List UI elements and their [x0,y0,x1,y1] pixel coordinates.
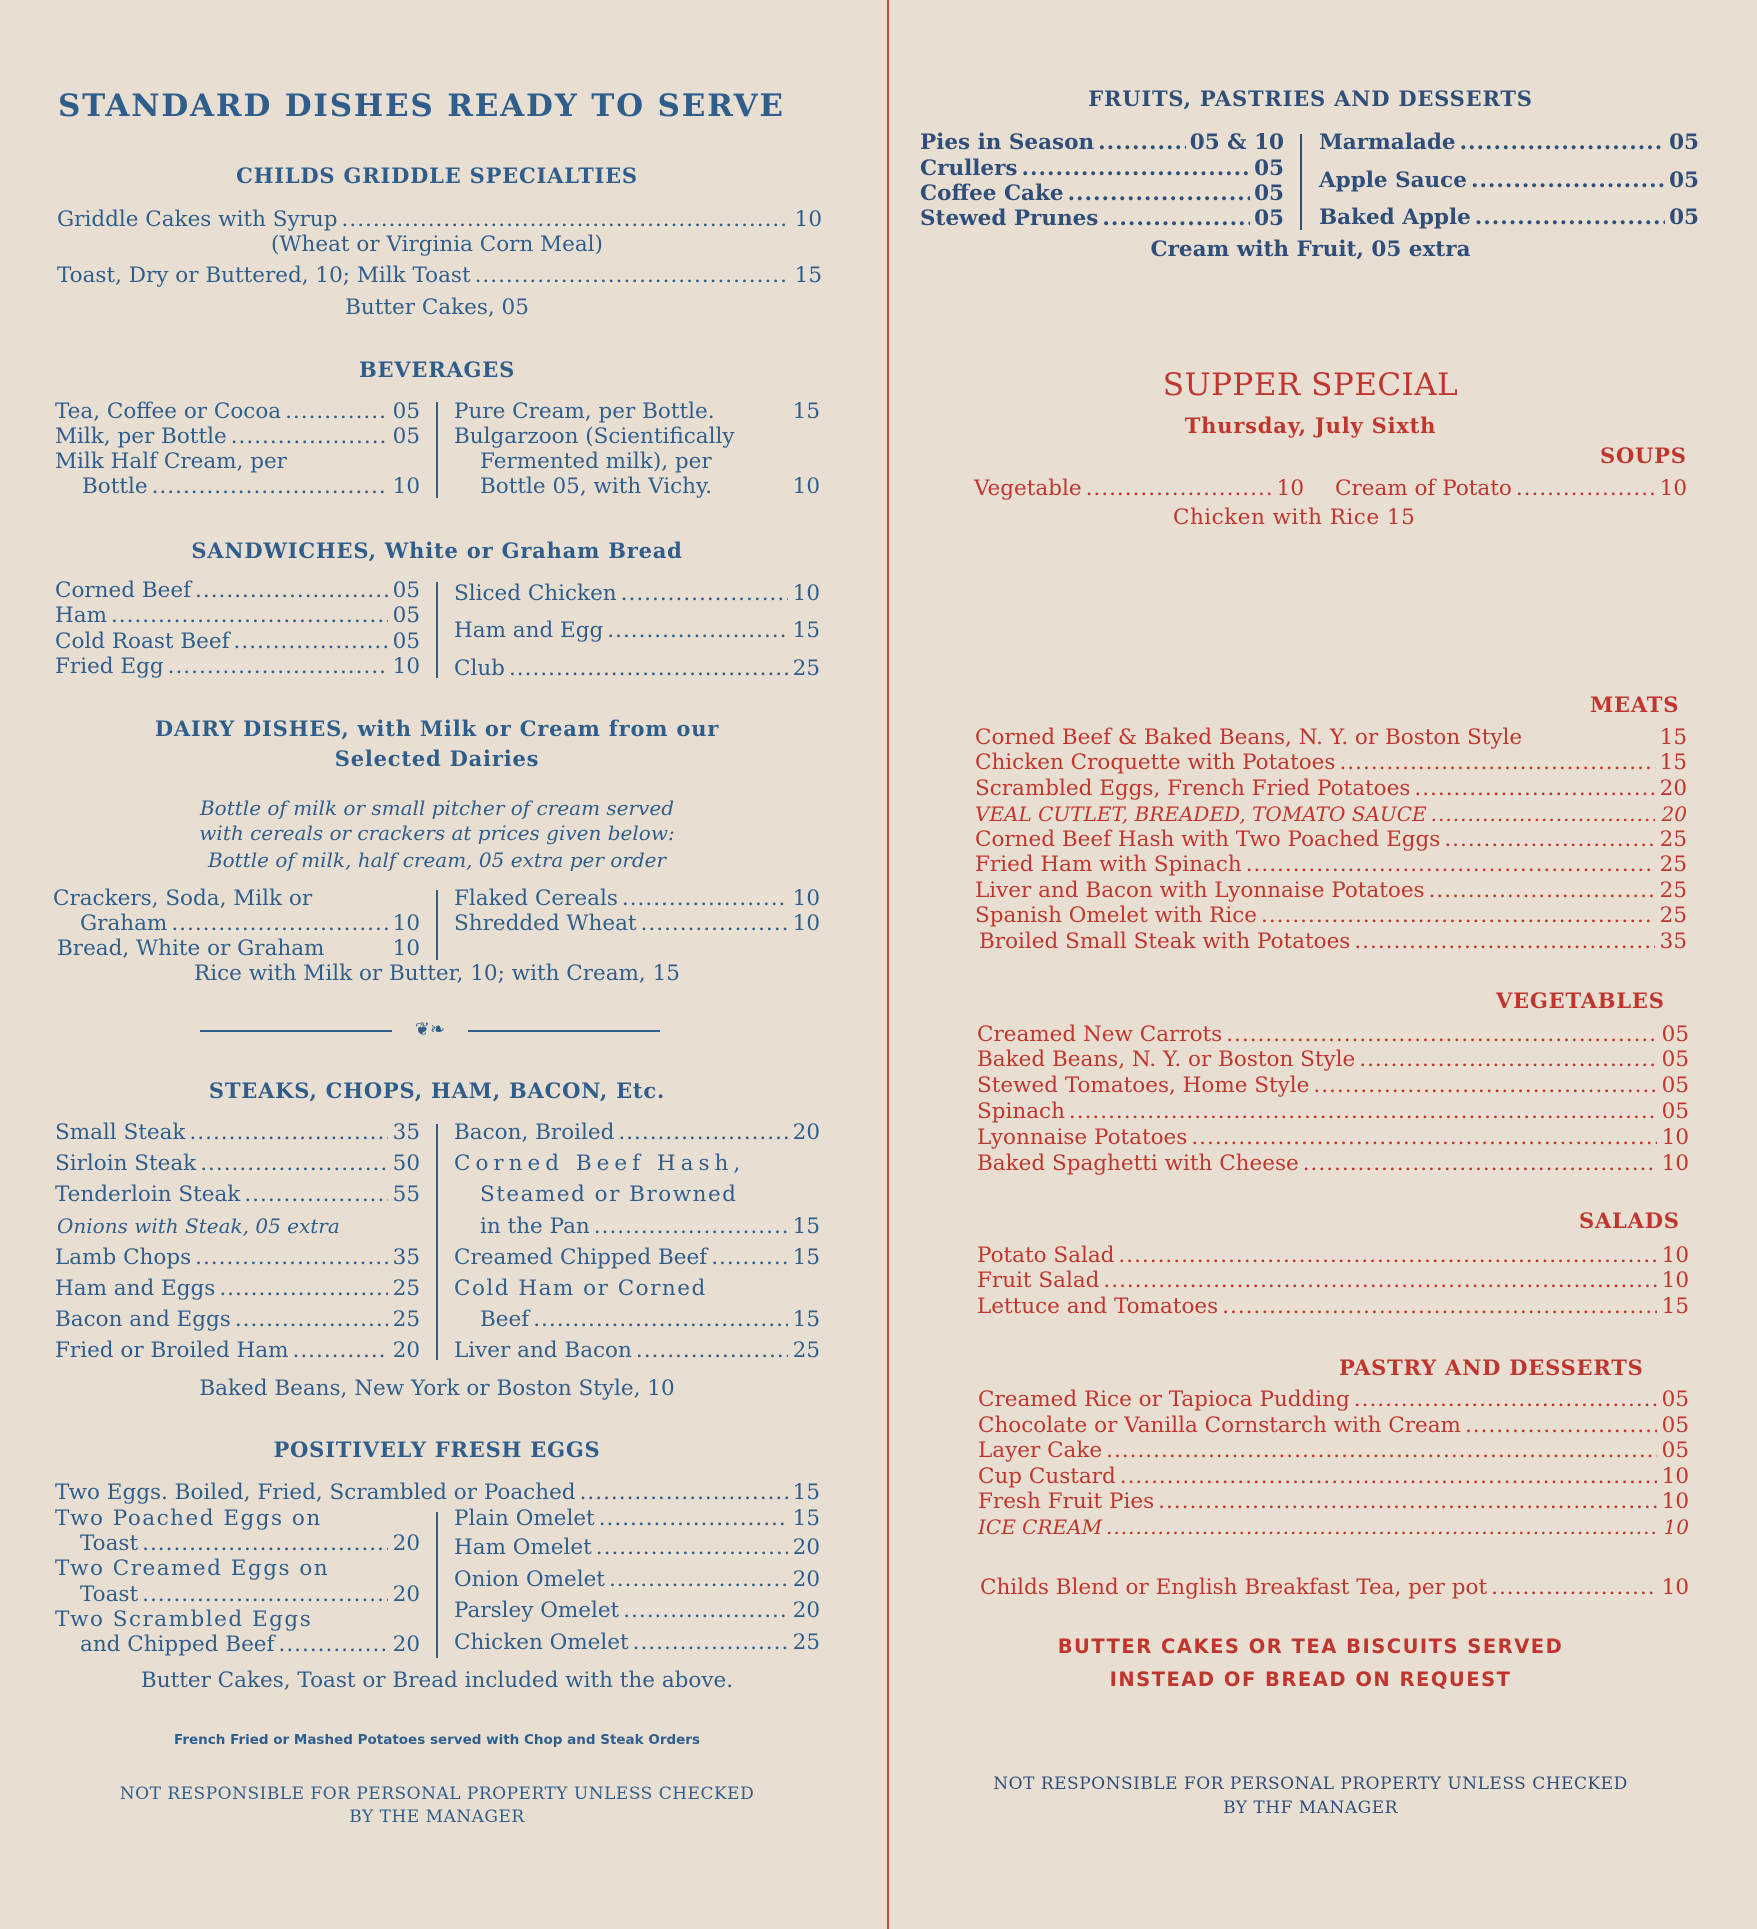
menu-item: Liver and Bacon with Lyonnaise Potatoes ..... 25 [975,878,1687,904]
menu-item: Steamed or Browned [480,1182,738,1207]
supper-date: Thursday, July Sixth [1184,413,1437,438]
sandwiches-heading: SANDWICHES, White or Graham Bread [191,538,683,563]
beverages-heading: BEVERAGES [358,357,516,382]
menu-item: Ham Omelet ..... 20 [454,1535,820,1561]
menu-item: Lettuce and Tomatoes ..... 15 [977,1294,1689,1320]
steak-note: Onions with Steak, 05 extra [57,1214,340,1238]
menu-item: Pies in Season ..... 05 & 10 [920,130,1284,156]
section-footer: Rice with Milk or Butter, 10; with Cream, 15 [194,961,680,986]
menu-item: Ham and Eggs ..... 25 [55,1276,420,1302]
menu-item: Ham ..... 05 [55,603,420,629]
menu-item: Broiled Small Steak with Potatoes ..... 35 [979,929,1687,955]
griddle-heading: CHILDS GRIDDLE SPECIALTIES [236,163,638,188]
menu-item: ICE CREAM ..... 10 [978,1514,1689,1540]
column-divider [436,402,438,498]
butter-note: INSTEAD OF BREAD ON REQUEST [1109,1668,1512,1691]
menu-item: Bulgarzoon (Scientifically [454,424,735,449]
menu-item: Stewed Tomatoes, Home Style ..... 05 [977,1073,1689,1099]
menu-item: Chicken Omelet ..... 25 [454,1630,820,1656]
menu-item: Cream of Potato ..... 10 [1335,476,1687,502]
menu-item: Onion Omelet ..... 20 [454,1567,820,1593]
menu-item: Bread, White or Graham 10 [57,936,420,961]
menu-item: Layer Cake ..... 05 [978,1438,1689,1464]
menu-item: Creamed Rice or Tapioca Pudding ..... 05 [978,1387,1689,1413]
menu-item: Cup Custard ..... 10 [978,1464,1689,1490]
menu-item: Ham and Egg ..... 15 [454,618,820,644]
menu-item: Sirloin Steak ..... 50 [55,1151,420,1177]
meats-heading: MEATS [1590,692,1680,717]
menu-item: and Chipped Beef ..... 20 [80,1632,420,1658]
menu-item: Parsley Omelet ..... 20 [454,1598,820,1624]
menu-item: Creamed New Carrots ..... 05 [977,1022,1689,1048]
menu-item: Cold Roast Beef ..... 05 [55,629,420,655]
section-footer: Cream with Fruit, 05 extra [1150,237,1471,262]
menu-item: Marmalade ..... 05 [1319,130,1699,156]
menu-item: Toast, Dry or Buttered, 10; Milk Toast ..... 15 [57,263,822,289]
menu-item: Griddle Cakes with Syrup ..... 10 [57,207,822,233]
menu-item: Lamb Chops ..... 35 [55,1245,420,1271]
item-note: (Wheat or Virginia Corn Meal) [271,232,603,257]
notice-line: NOT RESPONSIBLE FOR PERSONAL PROPERTY UNLESS CHECKED [119,1784,755,1804]
menu-item: Creamed Chipped Beef ..... 15 [454,1245,820,1271]
menu-item: Spanish Omelet with Rice ..... 25 [975,903,1687,929]
menu-item: Toast ..... 20 [80,1582,420,1608]
section-footer: Butter Cakes, 05 [345,295,529,320]
page-fold [887,0,889,1929]
menu-item: in the Pan ..... 15 [480,1214,820,1240]
menu-item: Fried or Broiled Ham ..... 20 [55,1338,420,1364]
menu-item: Corned Beef & Baked Beans, N. Y. or Boston Style 15 [975,725,1687,750]
menu-item: Chocolate or Vanilla Cornstarch with Cream ..... 05 [978,1413,1689,1439]
menu-item: Baked Beans, N. Y. or Boston Style ..... 05 [977,1047,1689,1073]
potatoes-note: French Fried or Mashed Potatoes served with Chop and Steak Orders [174,1732,700,1748]
fruits-heading: FRUITS, PASTRIES AND DESSERTS [1088,86,1533,111]
menu-item: Bottle 05, with Vichy. 10 [480,474,820,499]
notice-line: BY THE MANAGER [349,1807,525,1827]
notice-line: BY THF MANAGER [1223,1798,1398,1818]
menu-item: Fermented milk), per [480,449,712,474]
menu-item: Fresh Fruit Pies ..... 10 [978,1489,1689,1515]
section-footer: Baked Beans, New York or Boston Style, 10 [199,1376,675,1401]
menu-item: Crullers ..... 05 [920,156,1284,182]
menu-item: Two Scrambled Eggs [55,1607,313,1632]
menu-item: Milk, per Bottle ..... 05 [55,424,420,450]
menu-item: Bacon, Broiled ..... 20 [454,1120,820,1146]
notice-line: NOT RESPONSIBLE FOR PERSONAL PROPERTY UNLESS CHECKED [993,1774,1628,1794]
menu-item: Two Eggs. Boiled, Fried, Scrambled or Poached ..... 15 [55,1480,820,1506]
menu-item: Corned Beef ..... 05 [55,578,420,604]
menu-item: Chicken with Rice 15 [1173,505,1416,530]
menu-item: Sliced Chicken ..... 10 [454,581,820,607]
menu-item: Fried Egg ..... 10 [55,654,420,680]
menu-item: Lyonnaise Potatoes ..... 10 [977,1125,1689,1151]
vegetables-heading: VEGETABLES [1496,988,1665,1013]
menu-item: Corned Beef Hash, [454,1151,746,1176]
dairy-subheading: Selected Dairies [334,746,540,771]
dairy-note: with cereals or crackers at prices given below: [199,821,675,845]
menu-item: Baked Apple ..... 05 [1319,205,1699,231]
pastry-heading: PASTRY AND DESSERTS [1339,1355,1644,1380]
menu-item: Cold Ham or Corned [454,1276,707,1301]
soups-heading: SOUPS [1600,443,1687,468]
menu-item: Fried Ham with Spinach ..... 25 [975,852,1687,878]
menu-item: Graham ..... 10 [80,911,420,937]
column-divider [436,890,438,960]
menu-item: Scrambled Eggs, French Fried Potatoes ..... 20 [975,776,1687,802]
dairy-heading: DAIRY DISHES, with Milk or Cream from our [154,716,720,741]
menu-item: Crackers, Soda, Milk or [53,886,313,911]
menu-item: Childs Blend or English Breakfast Tea, per pot ..... 10 [980,1575,1689,1601]
steaks-heading: STEAKS, CHOPS, HAM, BACON, Etc. [208,1078,666,1103]
menu-item: Two Poached Eggs on [55,1506,322,1531]
menu-item: Milk Half Cream, per [55,449,287,474]
eggs-heading: POSITIVELY FRESH EGGS [273,1437,601,1462]
menu-item: Stewed Prunes ..... 05 [920,206,1284,232]
ornament-icon: ❦❧ [392,1018,468,1042]
page-title: STANDARD DISHES READY TO SERVE [58,88,785,124]
column-divider [436,1124,438,1360]
menu-item: Corned Beef Hash with Two Poached Eggs ..... 25 [975,827,1687,853]
menu-item: Spinach ..... 05 [977,1099,1689,1125]
menu-item: Plain Omelet ..... 15 [454,1506,820,1532]
menu-item: Flaked Cereals ..... 10 [454,886,820,912]
menu-item: Liver and Bacon ..... 25 [454,1338,820,1364]
dairy-note: Bottle of milk, half cream, 05 extra per order [207,848,667,872]
supper-title: SUPPER SPECIAL [1162,367,1459,403]
menu-item: Club ..... 25 [454,656,820,682]
menu-item: Toast ..... 20 [80,1531,420,1557]
menu-item: Chicken Croquette with Potatoes ..... 15 [975,750,1687,776]
menu-item: Vegetable ..... 10 [974,476,1304,502]
menu-item: Tenderloin Steak ..... 55 [55,1182,420,1208]
column-divider [1300,134,1302,230]
menu-item: Two Creamed Eggs on [55,1556,330,1581]
section-footer: Butter Cakes, Toast or Bread included with the above. [140,1668,734,1693]
menu-item: Baked Spaghetti with Cheese ..... 10 [977,1151,1689,1177]
menu-item: Bottle ..... 10 [82,474,420,500]
column-divider [436,1512,438,1658]
butter-note: BUTTER CAKES OR TEA BISCUITS SERVED [1057,1635,1564,1658]
menu-item: Shredded Wheat ..... 10 [454,911,820,937]
menu-item: Tea, Coffee or Cocoa ..... 05 [55,399,420,425]
column-divider [436,582,438,678]
salads-heading: SALADS [1579,1208,1680,1233]
menu-item: VEAL CUTLET, BREADED, TOMATO SAUCE ..... 20 [975,801,1687,827]
menu-item: Beef ..... 15 [480,1307,820,1333]
menu-item: Small Steak ..... 35 [55,1120,420,1146]
menu-item: Fruit Salad ..... 10 [977,1268,1689,1294]
dairy-note: Bottle of milk or small pitcher of cream served [199,796,674,820]
menu-item: Coffee Cake ..... 05 [920,181,1284,207]
menu-item: Pure Cream, per Bottle. 15 [454,399,820,424]
menu-item: Apple Sauce ..... 05 [1319,168,1699,194]
menu-item: Bacon and Eggs ..... 25 [55,1307,420,1333]
menu-item: Potato Salad ..... 10 [977,1243,1689,1269]
